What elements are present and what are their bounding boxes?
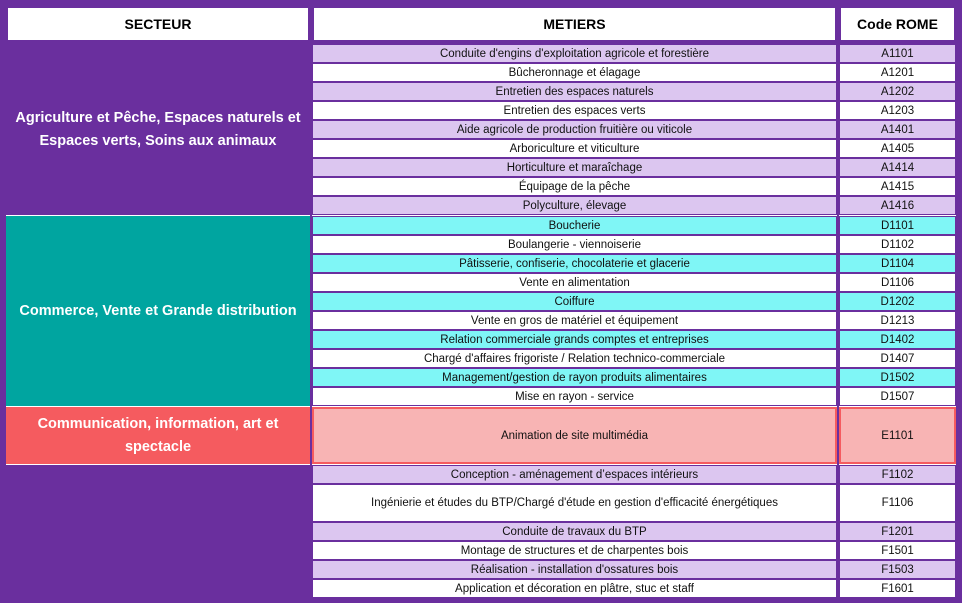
code-rome-cell: D1106 bbox=[839, 273, 956, 292]
job-cell: Conception - aménagement d’espaces intérieurs bbox=[312, 465, 837, 484]
sector-label bbox=[6, 465, 310, 598]
code-rome-cell: F1106 bbox=[839, 484, 956, 522]
code-rome-cell: F1201 bbox=[839, 522, 956, 541]
code-rome-cell: D1407 bbox=[839, 349, 956, 368]
job-cell: Application et décoration en plâtre, stuc et staff bbox=[312, 579, 837, 598]
code-rome-cell: D1202 bbox=[839, 292, 956, 311]
job-cell: Boucherie bbox=[312, 216, 837, 235]
code-rome-cell: A1201 bbox=[839, 63, 956, 82]
sector-label: Agriculture et Pêche, Espaces naturels et Espaces verts, Soins aux animaux bbox=[6, 44, 310, 215]
job-cell: Ingénierie et études du BTP/Chargé d'étude en gestion d'efficacité énergétiques bbox=[312, 484, 837, 522]
header-metiers: METIERS bbox=[312, 6, 837, 42]
code-rome-cell: D1507 bbox=[839, 387, 956, 406]
code-rome-cell: F1503 bbox=[839, 560, 956, 579]
code-rome-cell: D1101 bbox=[839, 216, 956, 235]
job-cell: Vente en alimentation bbox=[312, 273, 837, 292]
code-rome-cell: D1213 bbox=[839, 311, 956, 330]
job-cell: Management/gestion de rayon produits alimentaires bbox=[312, 368, 837, 387]
job-cell: Conduite de travaux du BTP bbox=[312, 522, 837, 541]
code-rome-cell: A1101 bbox=[839, 44, 956, 63]
code-rome-cell: D1102 bbox=[839, 235, 956, 254]
job-cell: Montage de structures et de charpentes bois bbox=[312, 541, 837, 560]
job-cell: Mise en rayon - service bbox=[312, 387, 837, 406]
code-rome-cell: D1402 bbox=[839, 330, 956, 349]
code-rome-cell: A1416 bbox=[839, 196, 956, 215]
code-rome-cell: F1102 bbox=[839, 465, 956, 484]
header-code-rome: Code ROME bbox=[839, 6, 956, 42]
job-cell: Équipage de la pêche bbox=[312, 177, 837, 196]
code-rome-cell: D1104 bbox=[839, 254, 956, 273]
code-rome-cell: F1601 bbox=[839, 579, 956, 598]
column-frame bbox=[0, 598, 962, 603]
column-frame bbox=[310, 0, 312, 603]
code-rome-cell: A1414 bbox=[839, 158, 956, 177]
sector-label: Commerce, Vente et Grande distribution bbox=[6, 216, 310, 406]
job-cell: Réalisation - installation d'ossatures bois bbox=[312, 560, 837, 579]
code-rome-cell: A1203 bbox=[839, 101, 956, 120]
job-cell: Boulangerie - viennoiserie bbox=[312, 235, 837, 254]
header-secteur: SECTEUR bbox=[6, 6, 310, 42]
column-frame bbox=[0, 0, 962, 6]
job-cell: Conduite d'engins d'exploitation agricole et forestière bbox=[312, 44, 837, 63]
code-rome-cell: A1401 bbox=[839, 120, 956, 139]
job-cell: Entretien des espaces verts bbox=[312, 101, 837, 120]
job-cell: Polyculture, élevage bbox=[312, 196, 837, 215]
code-rome-cell: A1202 bbox=[839, 82, 956, 101]
column-frame bbox=[0, 42, 962, 44]
job-cell: Horticulture et maraîchage bbox=[312, 158, 837, 177]
job-cell: Bûcheronnage et élagage bbox=[312, 63, 837, 82]
code-rome-cell: A1405 bbox=[839, 139, 956, 158]
code-rome-cell: E1101 bbox=[839, 407, 956, 464]
column-frame bbox=[837, 0, 839, 603]
code-rome-cell: A1415 bbox=[839, 177, 956, 196]
sector-label: Communication, information, art et spectacle bbox=[6, 407, 310, 464]
job-cell: Relation commerciale grands comptes et entreprises bbox=[312, 330, 837, 349]
job-cell: Chargé d'affaires frigoriste / Relation technico-commerciale bbox=[312, 349, 837, 368]
code-rome-cell: D1502 bbox=[839, 368, 956, 387]
job-cell: Animation de site multimédia bbox=[312, 407, 837, 464]
job-cell: Vente en gros de matériel et équipement bbox=[312, 311, 837, 330]
job-cell: Pâtisserie, confiserie, chocolaterie et glacerie bbox=[312, 254, 837, 273]
job-cell: Aide agricole de production fruitière ou viticole bbox=[312, 120, 837, 139]
job-cell: Entretien des espaces naturels bbox=[312, 82, 837, 101]
column-frame bbox=[956, 0, 962, 603]
job-cell: Coiffure bbox=[312, 292, 837, 311]
column-frame bbox=[0, 0, 6, 603]
code-rome-cell: F1501 bbox=[839, 541, 956, 560]
job-cell: Arboriculture et viticulture bbox=[312, 139, 837, 158]
